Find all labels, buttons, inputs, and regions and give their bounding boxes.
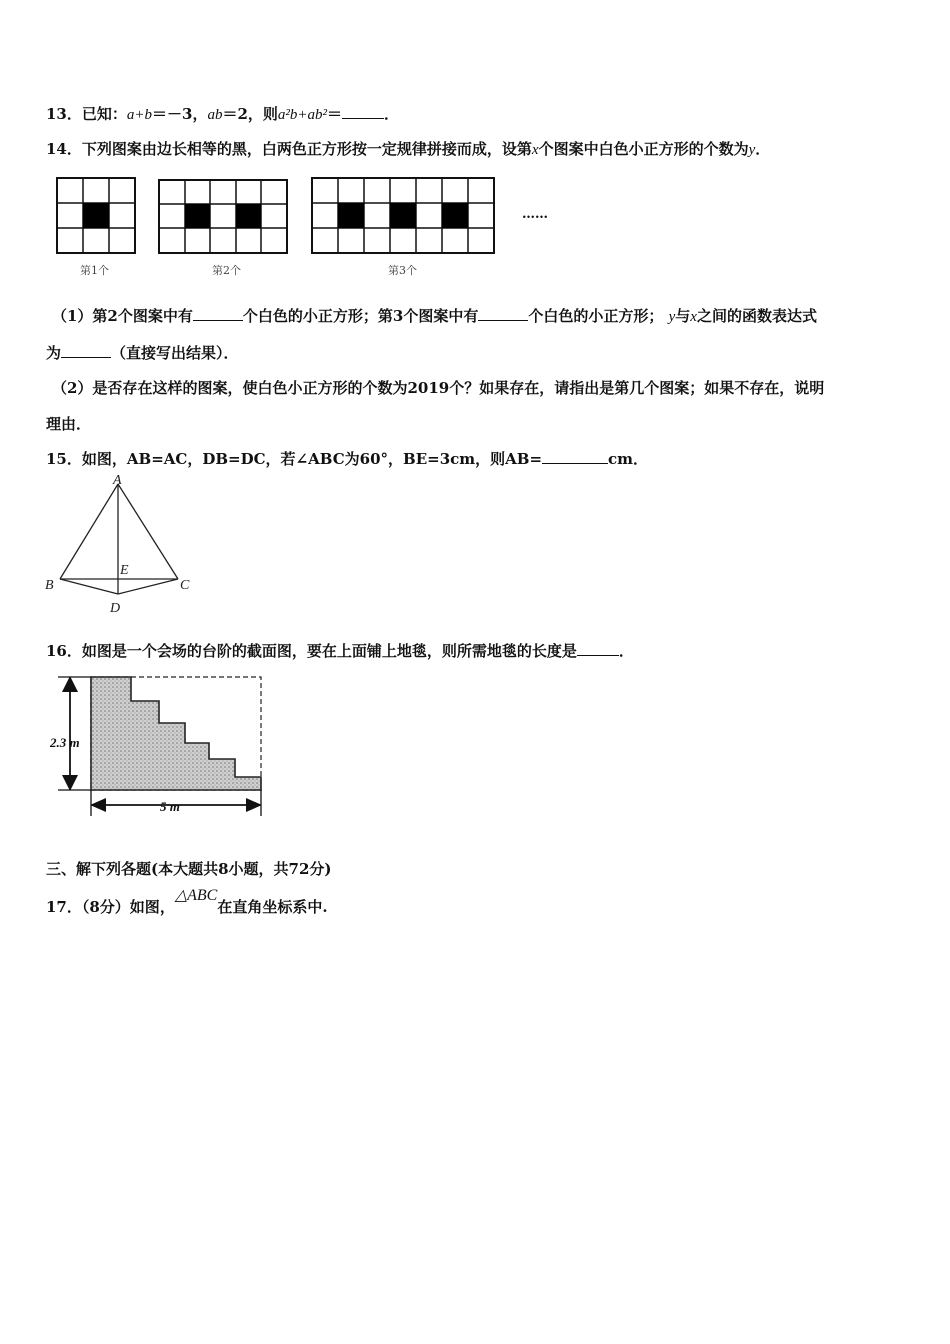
q13-expr3: a²b+ab² (277, 107, 328, 123)
q14-caption-2: 第2个 (212, 264, 241, 277)
q14-part2-line1 (52, 377, 824, 398)
q14-caption-3: 第3个 (388, 264, 417, 277)
q15-label-d: D (110, 601, 121, 616)
q14-caption-1: 第1个 (80, 264, 109, 277)
q14-number: 14． (46, 140, 82, 158)
q16-text-a: 如图是一个会场的台阶的截面图，要在上面铺上地毯，则所需地毯的长度是 (81, 642, 577, 660)
q14-var-x: x (531, 142, 539, 158)
q14-p1-g: （直接写出结果）． (111, 344, 239, 362)
q14-part2-line2 (46, 413, 91, 434)
q14-line (46, 138, 770, 159)
q15-text-a: 如图，AB=AC，DB=DC，若∠ABC为60°，BE=3cm，则AB= (81, 450, 543, 468)
q15-triangle-figure (40, 472, 200, 620)
q14-var-y: y (748, 142, 756, 158)
q14-text-a: 下列图案由边长相等的黑，白两色正方形按一定规律拼接而成，设第 (81, 140, 532, 158)
q13-end: ． (384, 105, 400, 123)
q14-p1-a: （1）第2个图案中有 (52, 307, 193, 325)
q13-eq2: ＝2，则 (222, 105, 278, 123)
q15-label-c: C (180, 578, 190, 593)
q13-eq1: ＝－3， (152, 105, 208, 123)
q17-line (46, 887, 328, 917)
q13-prefix: 已知： (81, 105, 127, 123)
section-3-title: 三、解下列各题(本大题共8小题，共72分) (46, 860, 332, 878)
q15-label-b: B (45, 578, 54, 593)
q16-answer-blank[interactable] (577, 654, 619, 656)
q15-line (46, 448, 648, 469)
q14-part1-line1 (52, 305, 817, 326)
q17-text-b: 在直角坐标系中. (217, 898, 328, 916)
q15-text-b: cm． (608, 450, 649, 468)
q17-text-a: （8分）如图， (81, 898, 175, 916)
q14-p1-f: 为 (46, 344, 62, 362)
q16-stairs-figure (48, 670, 278, 825)
q14-p1-d: 与 (675, 307, 691, 325)
q14-p1-c: 个白色的小正方形； (528, 307, 664, 325)
q14-p1-e: 之间的函数表达式 (696, 307, 817, 325)
q15-label-a: A (113, 473, 122, 488)
q14-p1-var-x: x (690, 309, 697, 325)
q15-answer-blank[interactable] (542, 462, 608, 464)
q14-p2-a: （2）是否存在这样的图案，使白色小正方形的个数为2019个？如果存在，请指出是第几个图案；如果不存在，说明 (52, 379, 825, 397)
q14-ellipsis: …… (522, 207, 548, 222)
q13-line (46, 103, 399, 124)
q14-p1-var-y: y (668, 309, 676, 325)
q13-number: 13． (46, 105, 82, 123)
q14-p1-b: 个白色的小正方形；第3个图案中有 (242, 307, 479, 325)
q13-expr2: ab (207, 107, 223, 123)
q17-number: 17． (46, 898, 82, 916)
q14-blank-2[interactable] (478, 319, 528, 321)
q13-expr1: a+b (126, 107, 153, 123)
q14-text-c: ． (755, 140, 771, 158)
q13-answer-blank[interactable] (342, 117, 384, 119)
q16-number: 16． (46, 642, 82, 660)
q14-blank-1[interactable] (193, 319, 243, 321)
q14-part1-line2 (46, 342, 239, 363)
q13-eq3: ＝ (327, 105, 343, 123)
q14-text-b: 个图案中白色小正方形的个数为 (538, 140, 749, 158)
q15-number: 15． (46, 450, 82, 468)
q17-triangle-symbol: △ABC (174, 887, 218, 904)
q16-width-label: 5 m (160, 799, 180, 814)
q16-text-b: ． (618, 642, 634, 660)
q14-blank-3[interactable] (61, 356, 111, 358)
q14-patterns-figure (50, 170, 570, 260)
q16-line (46, 640, 634, 661)
q14-p2-b: 理由． (46, 415, 92, 433)
q15-label-e: E (120, 563, 129, 578)
q16-height-label: 2.3 m (50, 735, 80, 750)
